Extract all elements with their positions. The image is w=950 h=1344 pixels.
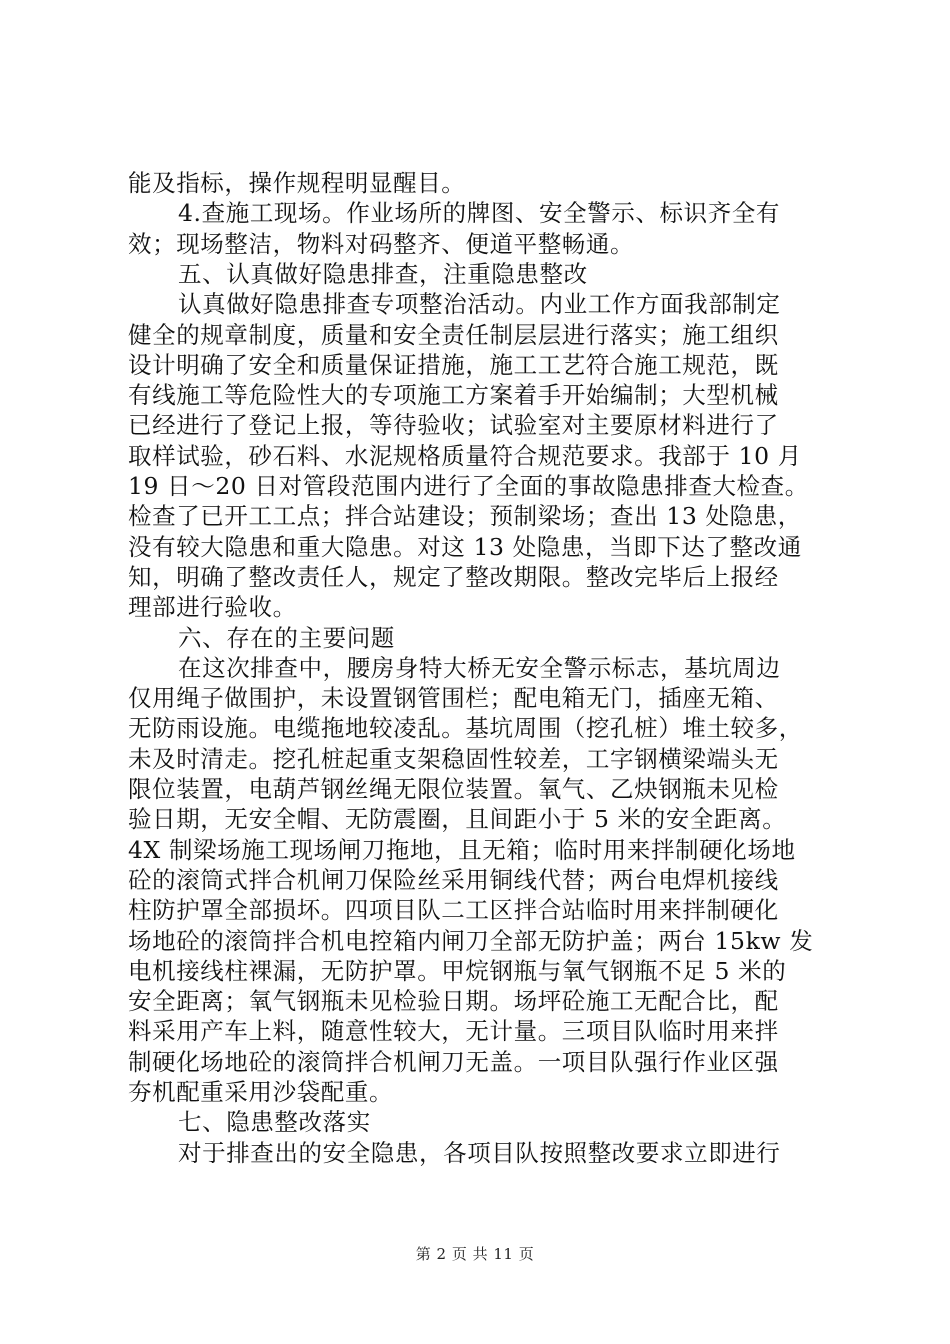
text-line: 没有较大隐患和重大隐患。对这 13 处隐患，当即下达了整改通 [128, 532, 802, 561]
section-heading: 五、认真做好隐患排查，注重隐患整改 [178, 259, 588, 288]
text-line: 在这次排查中，腰房身特大桥无安全警示标志，基坑周边 [178, 653, 781, 682]
text-line: 有线施工等危险性大的专项施工方案着手开始编制；大型机械 [128, 381, 779, 410]
text-line: 认真做好隐患排查专项整治活动。内业工作方面我部制定 [178, 290, 781, 319]
text-line: 对于排查出的安全隐患，各项目队按照整改要求立即进行 [178, 1138, 781, 1167]
text-line: 知，明确了整改责任人，规定了整改期限。整改完毕后上报经 [128, 562, 779, 591]
text-line: 仅用绳子做围护，未设置钢管围栏；配电箱无门，插座无箱、 [128, 684, 779, 713]
section-heading: 六、存在的主要问题 [178, 623, 395, 652]
text-line: 柱防护罩全部损坏。四项目队二工区拌合站临时用来拌制硬化 [128, 896, 779, 925]
text-line: 设计明确了安全和质量保证措施，施工工艺符合施工规范，既 [128, 350, 779, 379]
text-line: 未及时清走。挖孔桩起重支架稳固性较差，工字钢横梁端头无 [128, 744, 779, 773]
page-footer: 第 2 页 共 11 页 [415, 1245, 535, 1263]
text-line: 4X 制梁场施工现场闸刀拖地，且无箱；临时用来拌制硬化场地 [128, 835, 796, 864]
text-line: 砼的滚筒式拌合机闸刀保险丝采用铜线代替；两台电焊机接线 [128, 865, 779, 894]
text-line: 夯机配重采用沙袋配重。 [128, 1078, 394, 1106]
text-line: 料采用产车上料，随意性较大，无计量。三项目队临时用来拌 [128, 1017, 779, 1046]
text-line: 已经进行了登记上报，等待验收；试验室对主要原材料进行了 [128, 411, 779, 440]
text-line: 4.查施工现场。作业场所的牌图、安全警示、标识齐全有 [178, 199, 781, 228]
text-line: 无防雨设施。电缆拖地较凌乱。基坑周围（挖孔桩）堆土较多， [128, 714, 803, 743]
text-line: 效；现场整洁，物料对码整齐、便道平整畅通。 [128, 229, 635, 258]
text-line: 验日期，无安全帽、无防震圈，且间距小于 5 米的安全距离。 [128, 805, 787, 834]
text-line: 制硬化场地砼的滚筒拌合机闸刀无盖。一项目队强行作业区强 [128, 1047, 779, 1076]
text-line: 电机接线柱裸漏，无防护罩。甲烷钢瓶与氧气钢瓶不足 5 米的 [128, 956, 787, 985]
text-line: 限位装置，电葫芦钢丝绳无限位装置。氧气、乙炔钢瓶未见检 [128, 775, 779, 803]
text-line: 健全的规章制度，质量和安全责任制层层进行落实；施工组织 [128, 320, 779, 349]
text-line: 场地砼的滚筒拌合机电控箱内闸刀全部无防护盖；两台 15kw 发 [128, 926, 814, 955]
text-line: 安全距离；氧气钢瓶未见检验日期。场坪砼施工无配合比，配 [128, 987, 779, 1016]
text-line: 19 日～20 日对管段范围内进行了全面的事故隐患排查大检查。 [128, 472, 809, 500]
text-line: 能及指标，操作规程明显醒目。 [128, 169, 466, 197]
text-line: 取样试验，砂石料、水泥规格质量符合规范要求。我部于 10 月 [128, 441, 802, 470]
text-line: 理部进行验收。 [128, 593, 297, 622]
section-heading: 七、隐患整改落实 [178, 1108, 371, 1137]
text-line: 检查了已开工工点；拌合站建设；预制梁场；查出 13 处隐患， [128, 502, 802, 531]
